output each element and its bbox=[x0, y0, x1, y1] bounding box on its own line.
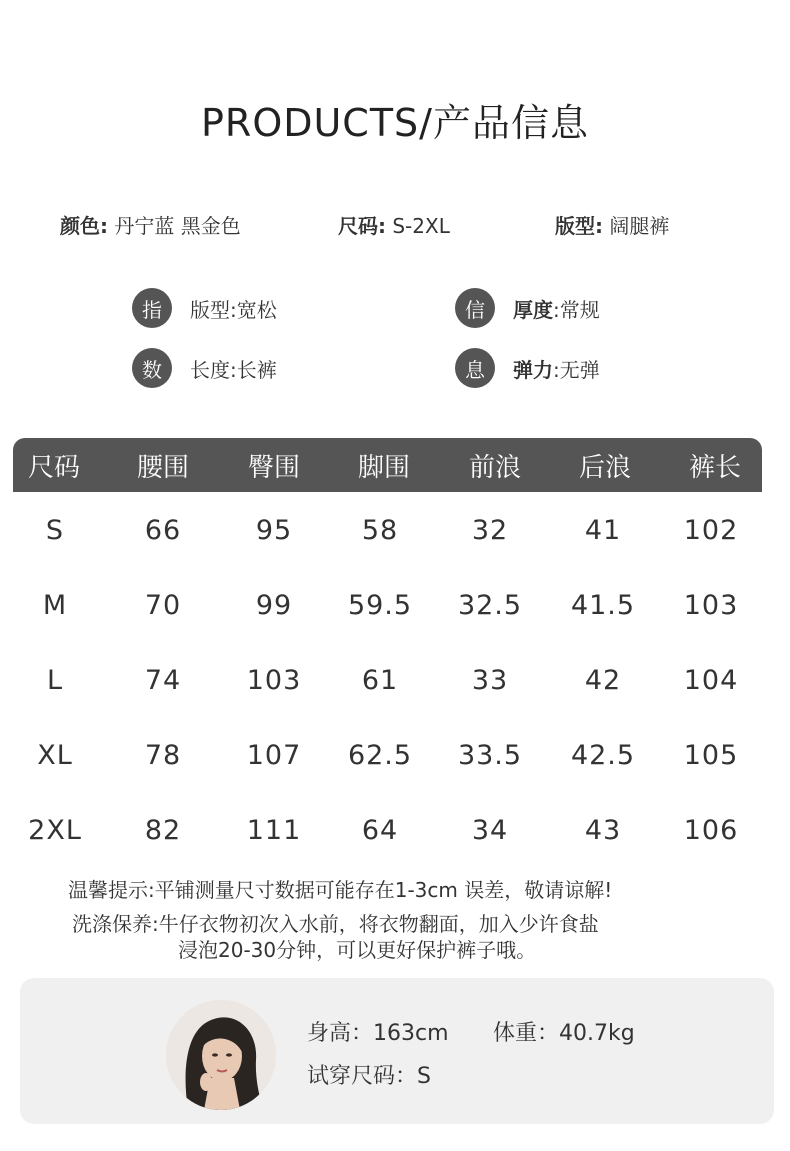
table-cell: 41 bbox=[584, 515, 622, 546]
table-cell: 32.5 bbox=[457, 590, 523, 621]
table-cell: 95 bbox=[255, 515, 293, 546]
model-weight: 体重：40.7kg bbox=[493, 1021, 635, 1046]
color-value: 丹宁蓝 黑金色 bbox=[114, 214, 241, 238]
feature-badge-icon: 指 bbox=[132, 288, 172, 328]
table-cell: 42 bbox=[584, 665, 622, 696]
measurement-tip: 温馨提示:平铺测量尺寸数据可能存在1-3cm 误差，敬请谅解! bbox=[68, 878, 613, 902]
feature-badge-icon: 信 bbox=[455, 288, 495, 328]
model-info-card bbox=[20, 978, 774, 1124]
feature-value: :长裤 bbox=[230, 357, 277, 382]
table-cell: 82 bbox=[144, 815, 182, 846]
table-cell: 78 bbox=[144, 740, 182, 771]
color-label: 颜色: bbox=[60, 214, 108, 238]
size-spec bbox=[338, 210, 450, 239]
feature-badge-icon: 数 bbox=[132, 348, 172, 388]
table-cell: 2XL bbox=[28, 815, 82, 846]
table-cell: 102 bbox=[683, 515, 739, 546]
header-leg-opening: 脚围 bbox=[357, 453, 410, 483]
header-waist: 腰围 bbox=[136, 453, 189, 483]
header-front-rise: 前浪 bbox=[468, 453, 521, 483]
table-cell: 105 bbox=[683, 740, 739, 771]
feature-thickness bbox=[455, 288, 600, 328]
model-avatar bbox=[166, 1000, 276, 1110]
feature-elasticity bbox=[455, 348, 600, 388]
size-table-header bbox=[13, 438, 762, 492]
color-spec bbox=[60, 210, 241, 239]
feature-length bbox=[132, 348, 277, 388]
table-cell: XL bbox=[37, 740, 73, 771]
table-cell: 59.5 bbox=[347, 590, 413, 621]
table-cell: 107 bbox=[246, 740, 302, 771]
table-cell: 106 bbox=[683, 815, 739, 846]
table-cell: 58 bbox=[361, 515, 399, 546]
feature-label: 长度 bbox=[190, 357, 230, 382]
table-cell: 74 bbox=[144, 665, 182, 696]
care-instructions-line1: 洗涤保养:牛仔衣物初次入水前，将衣物翻面，加入少许食盐 bbox=[72, 912, 599, 936]
table-cell: M bbox=[42, 590, 68, 621]
feature-badge-icon: 息 bbox=[455, 348, 495, 388]
header-back-rise: 后浪 bbox=[578, 453, 631, 483]
table-cell: S bbox=[45, 515, 65, 546]
table-cell: 99 bbox=[255, 590, 293, 621]
feature-value: :无弹 bbox=[553, 357, 600, 382]
fit-label: 版型: bbox=[555, 214, 603, 238]
table-cell: 43 bbox=[584, 815, 622, 846]
feature-value: :宽松 bbox=[230, 297, 277, 322]
feature-fit bbox=[132, 288, 277, 328]
model-height: 身高：163cm bbox=[307, 1021, 449, 1046]
size-value: S-2XL bbox=[392, 214, 450, 238]
table-cell: 34 bbox=[471, 815, 509, 846]
page-title: PRODUCTS/产品信息 bbox=[201, 101, 589, 145]
header-hip: 臀围 bbox=[247, 453, 300, 483]
fit-spec bbox=[555, 210, 669, 239]
table-cell: 62.5 bbox=[347, 740, 413, 771]
table-cell: 70 bbox=[144, 590, 182, 621]
feature-label: 版型 bbox=[190, 297, 230, 322]
table-cell: 32 bbox=[471, 515, 509, 546]
table-cell: 41.5 bbox=[570, 590, 636, 621]
header-length: 裤长 bbox=[688, 453, 741, 483]
model-portrait-icon bbox=[166, 1000, 276, 1110]
fit-value: 阔腿裤 bbox=[609, 214, 670, 238]
table-cell: 33.5 bbox=[457, 740, 523, 771]
feature-label: 厚度 bbox=[513, 297, 553, 322]
feature-value: :常规 bbox=[553, 297, 600, 322]
table-cell: 33 bbox=[471, 665, 509, 696]
table-cell: 61 bbox=[361, 665, 399, 696]
table-cell: L bbox=[46, 665, 64, 696]
table-cell: 103 bbox=[246, 665, 302, 696]
table-cell: 42.5 bbox=[570, 740, 636, 771]
table-cell: 64 bbox=[361, 815, 399, 846]
table-cell: 104 bbox=[683, 665, 739, 696]
table-cell: 111 bbox=[246, 815, 302, 846]
size-label: 尺码: bbox=[338, 214, 386, 238]
table-cell: 66 bbox=[144, 515, 182, 546]
table-cell: 103 bbox=[683, 590, 739, 621]
model-try-size: 试穿尺码：S bbox=[307, 1064, 431, 1089]
header-size: 尺码 bbox=[27, 453, 80, 483]
care-instructions-line2: 浸泡20-30分钟，可以更好保护裤子哦。 bbox=[178, 938, 537, 962]
feature-label: 弹力 bbox=[513, 357, 553, 382]
